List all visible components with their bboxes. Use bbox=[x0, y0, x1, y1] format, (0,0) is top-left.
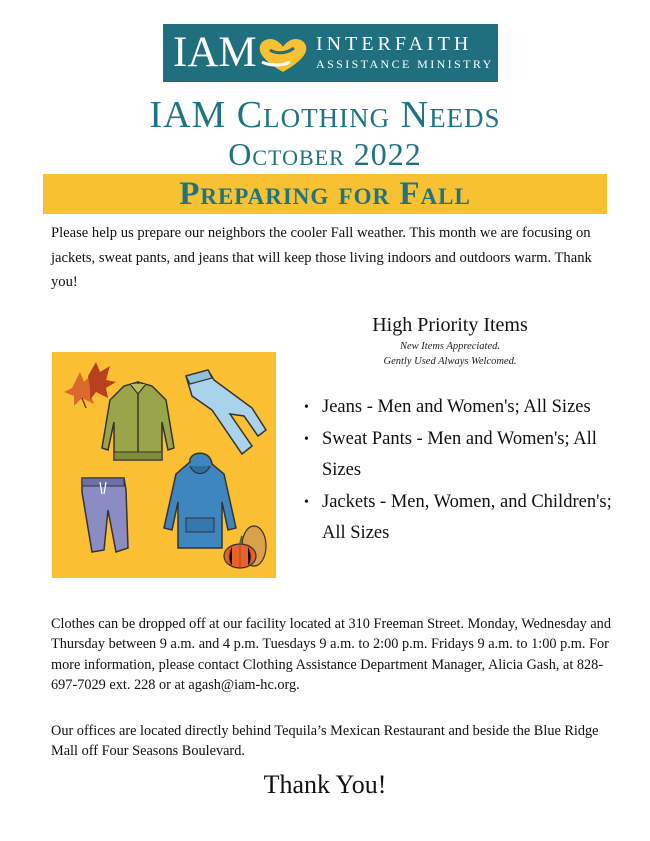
priority-item-sweatpants: Sweat Pants - Men and Women's; All Sizes bbox=[322, 429, 597, 480]
location-paragraph: Our offices are located directly behind Tequila’s Mexican Restaurant and beside the Blue Ridge Mall off Four Seasons Boulevard. bbox=[51, 723, 599, 760]
priority-list bbox=[300, 392, 620, 550]
hoodie-icon bbox=[164, 453, 236, 548]
page-title: IAM Clothing Needs bbox=[149, 94, 501, 136]
intro-paragraph: Please help us prepare our neighbors the cooler Fall weather. This month we are focusing on jackets, sweat pants, and jeans that will keep those living indoors and outdoors warm. Thank you! bbox=[51, 225, 592, 291]
banner-heading: Preparing for Fall bbox=[179, 176, 471, 212]
closing-text: Thank You! bbox=[263, 770, 387, 799]
priority-item-jackets: Jackets - Men, Women, and Children's; All Sizes bbox=[322, 492, 612, 543]
list-item: • Sweat Pants - Men and Women's; All Sizes bbox=[304, 429, 597, 480]
logo-iam-text: IAM bbox=[173, 29, 257, 76]
jeans-icon bbox=[186, 370, 266, 454]
leaves-icon bbox=[64, 362, 116, 408]
jacket-icon bbox=[102, 382, 174, 460]
page-subtitle: October 2022 bbox=[228, 136, 422, 172]
dropoff-paragraph: Clothes can be dropped off at our facility located at 310 Freeman Street. Monday, Wednesday and Thursday between 9 a.m. and 4 p.m. Tuesdays 9 a.m. to 2:00 p.m. Fridays 9 a.m. to 1:00 p.m. For more information, please contact Clothing Assistance Department Manager, Alicia Gash, at 828-697-7029 ext. 228 or at agash@iam-hc.org. bbox=[51, 616, 611, 694]
pumpkin-icon bbox=[224, 526, 266, 568]
heart-icon bbox=[256, 36, 310, 74]
priority-heading: High Priority Items bbox=[372, 314, 528, 336]
priority-note-used: Gently Used Always Welcomed. bbox=[383, 356, 517, 367]
iam-logo bbox=[163, 24, 498, 82]
logo-line-assistance: ASSISTANCE MINISTRY bbox=[316, 57, 494, 71]
fall-banner bbox=[43, 174, 607, 214]
list-item: • Jeans - Men and Women's; All Sizes bbox=[304, 397, 591, 417]
logo-line-interfaith: INTERFAITH bbox=[316, 33, 473, 55]
list-item: • Jackets - Men, Women, and Children's; All Sizes bbox=[304, 492, 612, 543]
clothing-illustration bbox=[52, 352, 276, 578]
priority-item-jeans: Jeans - Men and Women's; All Sizes bbox=[322, 397, 591, 417]
sweatpants-icon bbox=[82, 478, 128, 552]
priority-note-new: New Items Appreciated. bbox=[399, 341, 501, 352]
